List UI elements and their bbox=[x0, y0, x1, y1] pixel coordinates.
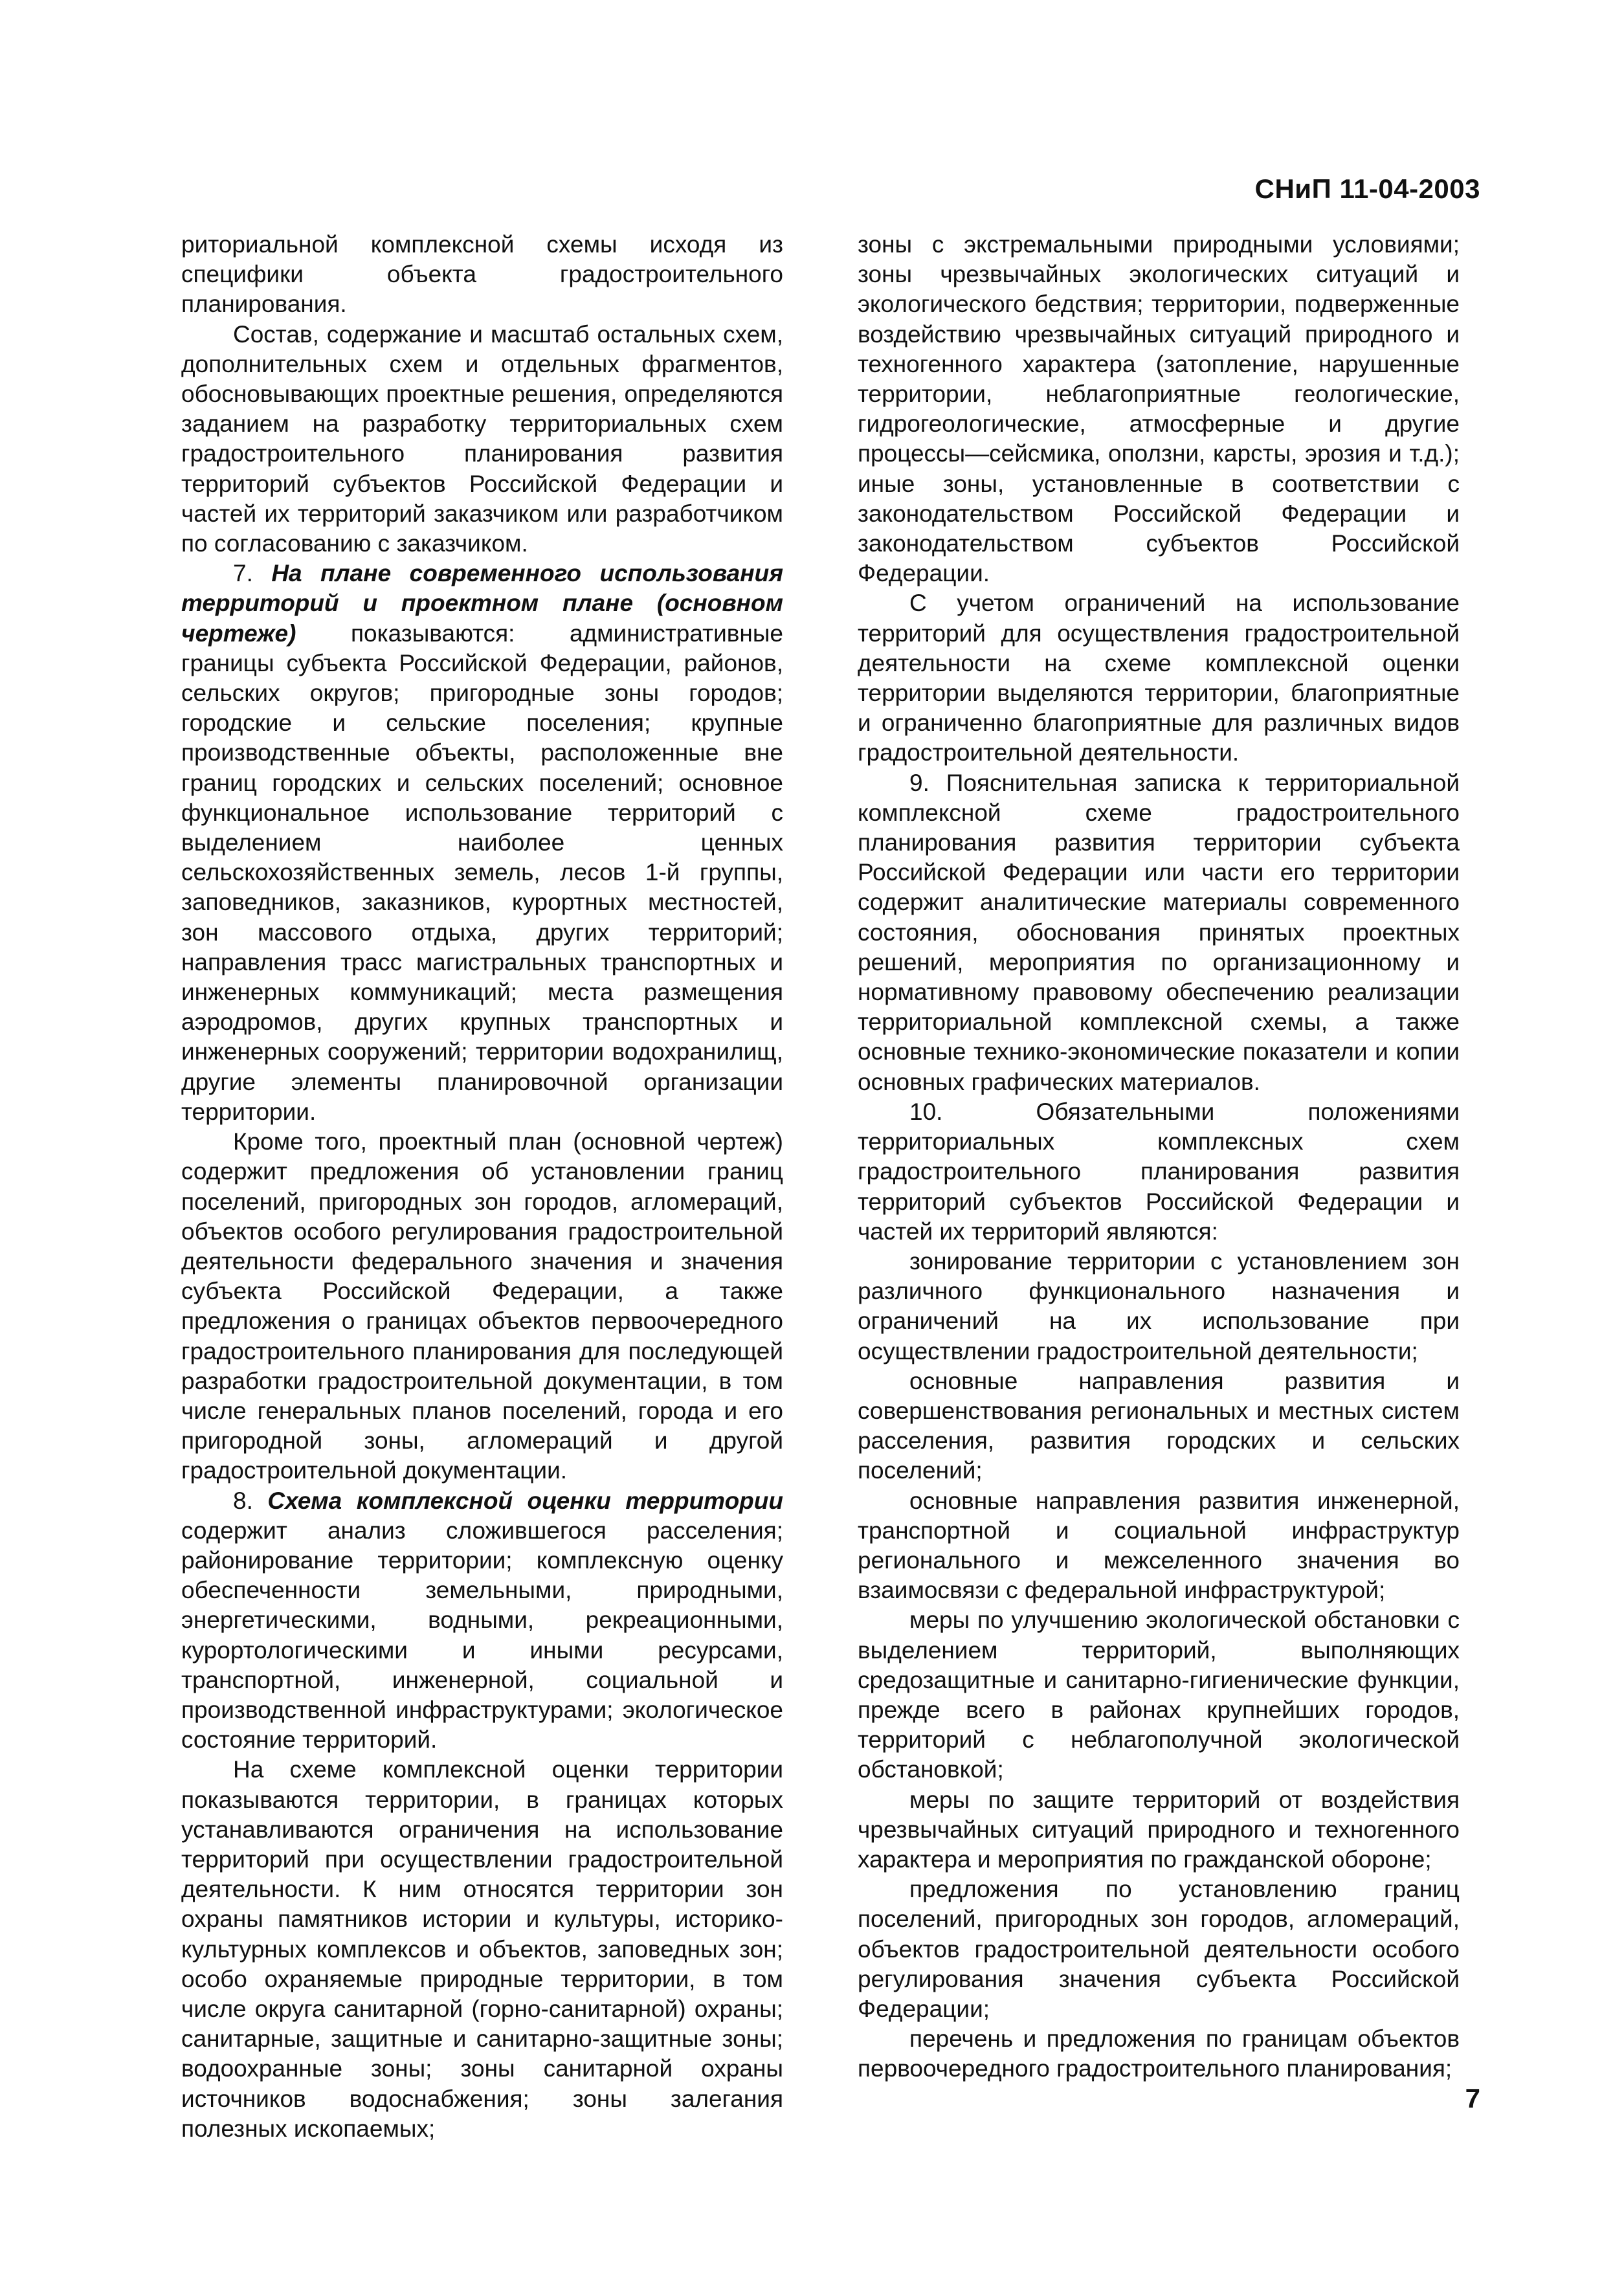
paragraph-composition: Состав, содержание и масштаб остальных схем, дополнительных схем и отдельных фрагментов, обосновывающих проектные решения, определяются заданием на разработку территориальных схем градостроительного планирования развития территорий субъектов Российской Федерации и частей их территорий заказчиком или разработчиком по согласованию с заказчиком. bbox=[181, 320, 783, 557]
paragraph-8-heading: Схема комплексной оценки территории bbox=[267, 1487, 783, 1514]
paragraph-7 bbox=[181, 559, 783, 1127]
paragraph-zones-continuation: зоны с экстремальными природными условиями; зоны чрезвычайных экологических ситуаций и экологического бедствия; территории, подверженные воздействию чрезвычайных ситуаций природного и техногенного характера (затопление, нарушенные территории, неблагоприятные геологические, гидрогеологические, атмосферные и другие процессы—сейсмика, оползни, карсты, эрозия и т.д.); иные зоны, установленные в соответствии с законодательством Российской Федерации и законодательством субъектов Российской Федерации. bbox=[858, 231, 1460, 587]
list-item-boundaries: предложения по установлению границ поселений, пригородных зон городов, агломераций, объектов градостроительной деятельности особого регулирования значения субъекта Российской Федерации; bbox=[858, 1876, 1460, 2022]
list-item-protection: меры по защите территорий от воздействия чрезвычайных ситуаций природного и техногенного характера и мероприятия по гражданской обороне; bbox=[858, 1786, 1460, 1873]
list-item-ecology: меры по улучшению экологической обстановки с выделением территорий, выполняющих средозащитные и санитарно-гигиенические функции, прежде всего в районах крупнейших городов, территорий с неблагополучной экологической обстановкой; bbox=[858, 1607, 1460, 1783]
paragraph-restrictions: С учетом ограничений на использование территорий для осуществления градостроительной деятельности на схеме комплексной оценки территории выделяются территории, благоприятные и ограниченно благоприятные для различных видов градостроительной деятельности. bbox=[858, 590, 1460, 766]
left-column bbox=[181, 230, 783, 2144]
right-column bbox=[858, 230, 1460, 2084]
paragraph-8-body: содержит анализ сложившегося расселения; районирование территории; комплексную оценку обеспеченности земельными, природными, энергетическими, водными, рекреационными, курортологическими и иными ресурсами, транспортной, инженерной, социальной и производственной инфраструктурами; экологическое состояние территорий. bbox=[181, 1517, 783, 1754]
paragraph-assessment-scheme: На схеме комплексной оценки территории показываются территории, в границах которых устанавливаются ограничения на использование территорий при осуществлении градостроительной деятельности. К ним относятся территории зон охраны памятников истории и культуры, историко-культурных комплексов и объектов, заповедных зон; особо охраняемые природные территории, в том числе округа санитарной (горно-санитарной) охраны; санитарные, защитные и санитарно-защитные зоны; водоохранные зоны; зоны санитарной охраны источников водоснабжения; зоны залегания полезных ископаемых; bbox=[181, 1756, 783, 2142]
paragraph-continuation: риториальной комплексной схемы исходя из специфики объекта градостроительного планирования. bbox=[181, 231, 783, 318]
paragraph-project-plan: Кроме того, проектный план (основной чертеж) содержит предложения об установлении границ поселений, пригородных зон городов, агломераций, объектов особого регулирования градостроительной деятельности федерального значения и значения субъекта Российской Федерации, а также предложения о границах объектов первоочередного градостроительного планирования для последующей разработки градостроительной документации, в том числе генеральных планов поселений, города и его пригородной зоны, агломераций и другой градостроительной документации. bbox=[181, 1128, 783, 1484]
document-code: СНиП 11-04-2003 bbox=[1254, 173, 1480, 204]
paragraph-8 bbox=[181, 1486, 783, 1755]
paragraph-7-heading: На плане современного использования территорий и проектном плане (основном чертеже) bbox=[181, 560, 783, 647]
paragraph-7-body: показываются: административные границы субъекта Российской Федерации, районов, сельских округов; пригородные зоны городов; городские и сельские поселения; крупные производственные объекты, расположенные вне границ городских и сельских поселений; основное функциональное использование территорий с выделением наиболее ценных сельскохозяйственных земель, лесов 1-й группы, заповедников, заказников, курортных местностей, зон массового отдыха, других территорий; направления трасс магистральных транспортных и инженерных коммуникаций; места размещения аэродромов, других крупных транспортных и инженерных сооружений; территории водохранилищ, другие элементы планировочной организации территории. bbox=[181, 619, 783, 1125]
page-number: 7 bbox=[1465, 2083, 1480, 2113]
paragraph-9: 9. Пояснительная записка к территориальной комплексной схеме градостроительного планирования развития территории субъекта Российской Федерации или части его территории содержит аналитические материалы современного состояния, обоснования принятых проектных решений, мероприятия по организационному и нормативному правовому обеспечению реализации территориальной комплексной схемы, а также основные технико-экономические показатели и копии основных графических материалов. bbox=[858, 769, 1460, 1095]
list-item-settlement: основные направления развития и совершенствования региональных и местных систем расселения, развития городских и сельских поселений; bbox=[858, 1367, 1460, 1484]
paragraph-7-number: 7. bbox=[233, 560, 253, 587]
list-item-infrastructure: основные направления развития инженерной, транспортной и социальной инфраструктур регионального и межселенного значения во взаимосвязи с федеральной инфраструктурой; bbox=[858, 1487, 1460, 1604]
list-item-priority-objects: перечень и предложения по границам объектов первоочередного градостроительного планирования; bbox=[858, 2025, 1460, 2082]
paragraph-10: 10. Обязательными положениями территориальных комплексных схем градостроительного планирования развития территорий субъектов Российской Федерации и частей их территорий являются: bbox=[858, 1098, 1460, 1245]
paragraph-8-number: 8. bbox=[233, 1487, 253, 1514]
list-item-zoning: зонирование территории с установлением зон различного функционального назначения и ограничений на их использование при осуществлении градостроительной деятельности; bbox=[858, 1247, 1460, 1364]
